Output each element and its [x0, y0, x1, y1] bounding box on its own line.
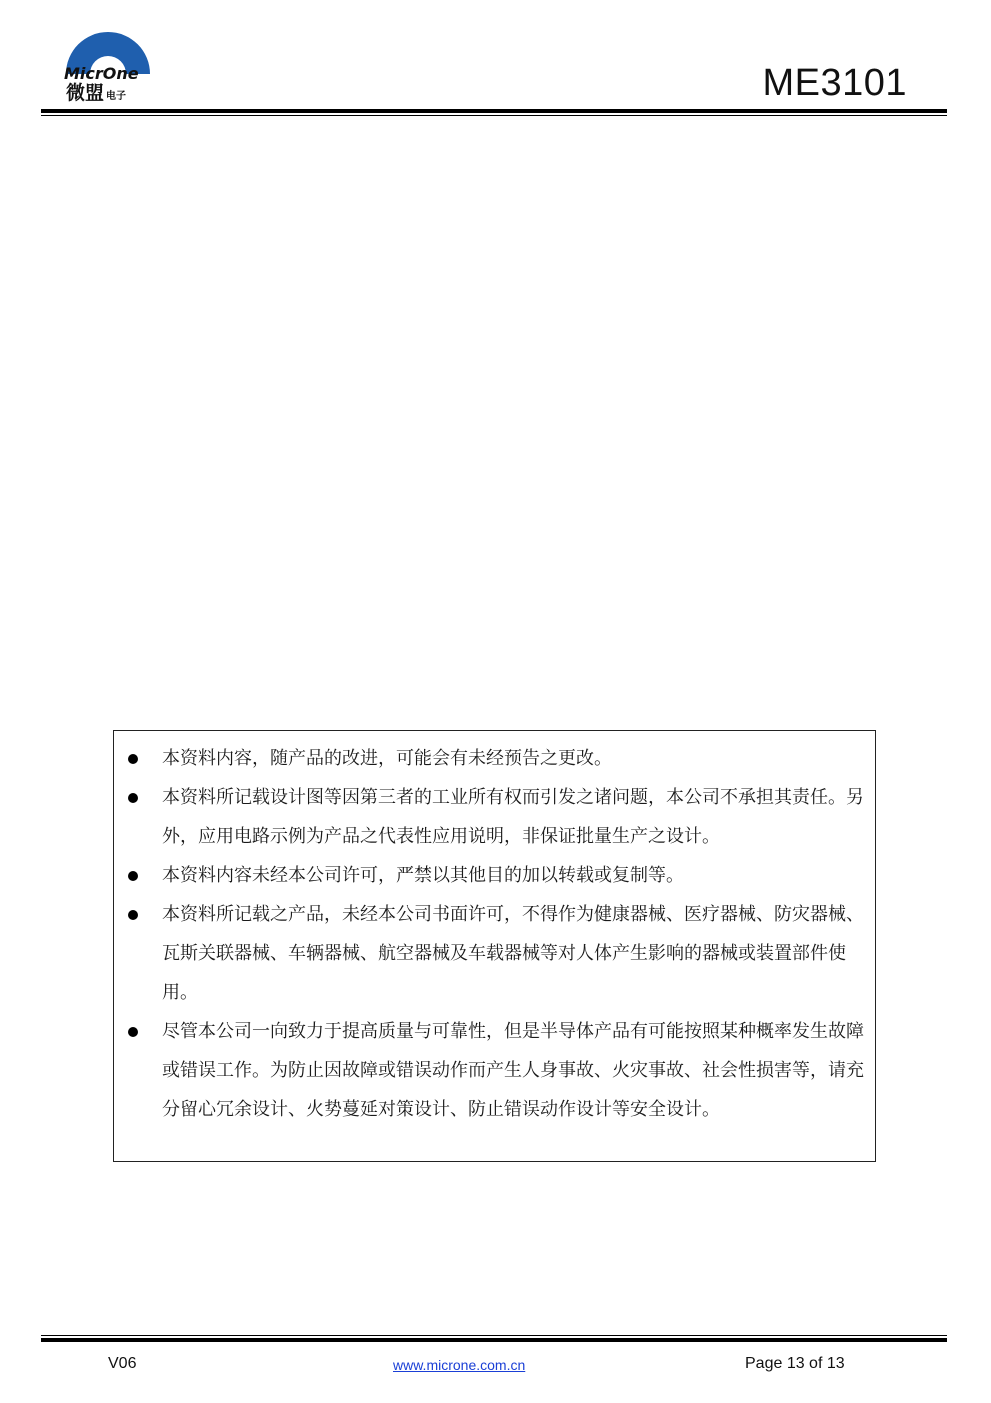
list-item	[128, 739, 865, 778]
disclaimer-list	[128, 739, 865, 1129]
footer-rule-thin	[41, 1335, 947, 1336]
list-item	[128, 778, 865, 856]
bullet-icon	[128, 1027, 138, 1037]
list-item	[128, 895, 865, 1012]
document-title: ME3101	[762, 62, 907, 104]
bullet-icon	[128, 910, 138, 920]
disclaimer-box	[113, 730, 876, 1162]
bullet-icon	[128, 871, 138, 881]
logo-text-cn-group	[66, 78, 126, 105]
logo-emblem-icon	[62, 26, 154, 82]
header-rule-thin	[41, 115, 947, 116]
logo-text-cn: 微盟	[66, 82, 105, 104]
footer-page-number: Page 13 of 13	[745, 1355, 845, 1372]
footer-rule-thick	[41, 1338, 947, 1342]
disclaimer-text: 本资料内容未经本公司许可，严禁以其他目的加以转载或复制等。	[162, 865, 684, 886]
list-item	[128, 1012, 865, 1129]
bullet-icon	[128, 754, 138, 764]
bullet-icon	[128, 793, 138, 803]
disclaimer-text: 尽管本公司一向致力于提高质量与可靠性，但是半导体产品有可能按照某种概率发生故障或错误工作。为防止因故障或错误动作而产生人身事故、火灾事故、社会性损害等，请充分留心冗余设计、火势蔓延对策设计、防止错误动作设计等安全设计。	[162, 1021, 864, 1120]
footer-version: V06	[108, 1355, 137, 1372]
disclaimer-text: 本资料内容，随产品的改进，可能会有未经预告之更改。	[162, 748, 612, 769]
disclaimer-text: 本资料所记载设计图等因第三者的工业所有权而引发之诸问题，本公司不承担其责任。另外，应用电路示例为产品之代表性应用说明，非保证批量生产之设计。	[162, 787, 864, 847]
logo-text-en: MicrOne	[64, 64, 139, 82]
company-logo	[62, 26, 154, 106]
disclaimer-text: 本资料所记载之产品，未经本公司书面许可，不得作为健康器械、医疗器械、防灾器械、瓦斯关联器械、车辆器械、航空器械及车载器械等对人体产生影响的器械或装置部件使用。	[162, 904, 864, 1003]
list-item	[128, 856, 865, 895]
header-rule-thick	[41, 109, 947, 113]
logo-text-cn-small: 电子	[106, 91, 127, 102]
footer-website-link[interactable]: www.microne.com.cn	[393, 1357, 526, 1373]
